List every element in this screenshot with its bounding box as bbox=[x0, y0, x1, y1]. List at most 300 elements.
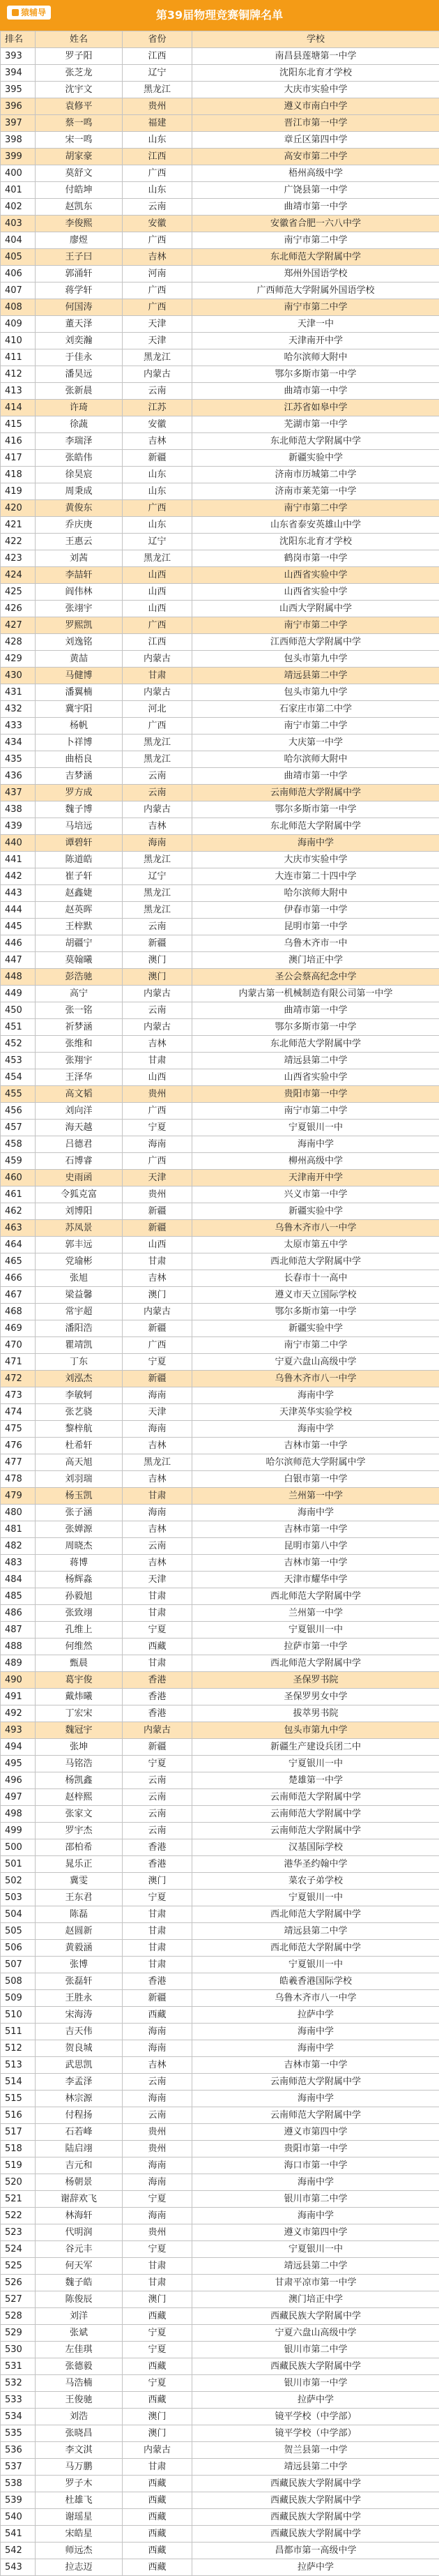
cell-rank: 410 bbox=[1, 333, 36, 349]
cell-name: 谭碧轩 bbox=[36, 835, 123, 852]
cell-school: 圣保罗书院 bbox=[192, 1672, 439, 1689]
cell-rank: 508 bbox=[1, 1973, 36, 1990]
cell-school: 吉林市第一中学 bbox=[192, 2057, 439, 2074]
table-row bbox=[1, 1839, 439, 1856]
cell-province: 新疆 bbox=[123, 935, 192, 952]
cell-school: 南宁市第二中学 bbox=[192, 718, 439, 735]
cell-province: 吉林 bbox=[123, 1270, 192, 1287]
cell-rank: 463 bbox=[1, 1220, 36, 1237]
cell-name: 林海轩 bbox=[36, 2208, 123, 2224]
cell-province: 甘肃 bbox=[123, 1923, 192, 1940]
cell-school: 海南中学 bbox=[192, 1387, 439, 1404]
cell-name: 罗方成 bbox=[36, 785, 123, 801]
cell-rank: 493 bbox=[1, 1722, 36, 1739]
cell-name: 王俊驰 bbox=[36, 2392, 123, 2409]
cell-province: 海南 bbox=[123, 1421, 192, 1438]
cell-province: 黑龙江 bbox=[123, 885, 192, 902]
cell-rank: 486 bbox=[1, 1605, 36, 1622]
cell-name: 彭浩驰 bbox=[36, 969, 123, 986]
cell-province: 宁夏 bbox=[123, 2342, 192, 2358]
cell-province: 宁夏 bbox=[123, 1622, 192, 1639]
cell-rank: 443 bbox=[1, 885, 36, 902]
table-row bbox=[1, 1823, 439, 1839]
table-row bbox=[1, 2224, 439, 2241]
cell-name: 黄喆 bbox=[36, 651, 123, 668]
cell-province: 甘肃 bbox=[123, 1940, 192, 1957]
cell-name: 晁乐正 bbox=[36, 1856, 123, 1873]
cell-rank: 397 bbox=[1, 115, 36, 132]
table-row bbox=[1, 165, 439, 182]
cell-name: 吉元和 bbox=[36, 2157, 123, 2174]
cell-rank: 541 bbox=[1, 2526, 36, 2543]
cell-name: 谷元丰 bbox=[36, 2241, 123, 2258]
cell-name: 陈俊辰 bbox=[36, 2291, 123, 2308]
cell-province: 黑龙江 bbox=[123, 550, 192, 567]
cell-province: 吉林 bbox=[123, 249, 192, 266]
cell-province: 西藏 bbox=[123, 2559, 192, 2576]
cell-rank: 433 bbox=[1, 718, 36, 735]
cell-rank: 445 bbox=[1, 919, 36, 935]
table-row bbox=[1, 2107, 439, 2124]
cell-province: 云南 bbox=[123, 383, 192, 400]
table-row bbox=[1, 115, 439, 132]
cell-school: 大庆市实验中学 bbox=[192, 82, 439, 98]
cell-school: 山东省泰安英雄山中学 bbox=[192, 517, 439, 534]
cell-school: 遵义市第四中学 bbox=[192, 2124, 439, 2141]
table-row bbox=[1, 534, 439, 550]
cell-rank: 449 bbox=[1, 986, 36, 1002]
cell-rank: 479 bbox=[1, 1488, 36, 1505]
cell-school: 靖远县第二中学 bbox=[192, 1923, 439, 1940]
cell-name: 陈道皓 bbox=[36, 852, 123, 868]
cell-rank: 429 bbox=[1, 651, 36, 668]
cell-rank: 488 bbox=[1, 1639, 36, 1655]
table-row bbox=[1, 768, 439, 785]
table-row bbox=[1, 216, 439, 232]
cell-rank: 396 bbox=[1, 98, 36, 115]
cell-rank: 535 bbox=[1, 2425, 36, 2442]
cell-name: 莫舒文 bbox=[36, 165, 123, 182]
cell-province: 甘肃 bbox=[123, 1588, 192, 1605]
table-row bbox=[1, 2124, 439, 2141]
table-row bbox=[1, 1538, 439, 1555]
cell-rank: 511 bbox=[1, 2024, 36, 2040]
cell-province: 河北 bbox=[123, 701, 192, 718]
cell-province: 天津 bbox=[123, 1404, 192, 1421]
cell-school: 西北师范大学附属中学 bbox=[192, 1253, 439, 1270]
cell-rank: 432 bbox=[1, 701, 36, 718]
brand-logo-text: 猿辅导 bbox=[21, 6, 46, 20]
cell-school: 伊春市第一中学 bbox=[192, 902, 439, 919]
cell-rank: 536 bbox=[1, 2442, 36, 2459]
cell-province: 天津 bbox=[123, 316, 192, 333]
cell-school: 昆明市第一中学 bbox=[192, 919, 439, 935]
table-row bbox=[1, 2509, 439, 2526]
cell-province: 安徽 bbox=[123, 416, 192, 433]
cell-school: 广饶县第一中学 bbox=[192, 182, 439, 199]
cell-province: 云南 bbox=[123, 2107, 192, 2124]
cell-province: 云南 bbox=[123, 1806, 192, 1823]
cell-name: 邵柏希 bbox=[36, 1839, 123, 1856]
table-row bbox=[1, 2091, 439, 2107]
cell-school: 楚雄第一中学 bbox=[192, 1772, 439, 1789]
table-row bbox=[1, 651, 439, 668]
table-row bbox=[1, 852, 439, 868]
table-row bbox=[1, 1187, 439, 1203]
cell-rank: 512 bbox=[1, 2040, 36, 2057]
cell-rank: 500 bbox=[1, 1839, 36, 1856]
cell-province: 甘肃 bbox=[123, 2258, 192, 2275]
cell-province: 内蒙古 bbox=[123, 986, 192, 1002]
table-row bbox=[1, 2291, 439, 2308]
cell-school: 宁夏银川一中 bbox=[192, 1957, 439, 1973]
cell-school: 圣公会蔡高纪念中学 bbox=[192, 969, 439, 986]
table-row bbox=[1, 701, 439, 718]
table-row bbox=[1, 1304, 439, 1320]
cell-province: 吉林 bbox=[123, 818, 192, 835]
cell-name: 乔庆庚 bbox=[36, 517, 123, 534]
table-row bbox=[1, 2057, 439, 2074]
table-row bbox=[1, 1555, 439, 1572]
table-row bbox=[1, 349, 439, 366]
cell-name: 付皓坤 bbox=[36, 182, 123, 199]
cell-name: 孙毅旭 bbox=[36, 1588, 123, 1605]
cell-province: 香港 bbox=[123, 1973, 192, 1990]
cell-rank: 402 bbox=[1, 199, 36, 216]
table-row bbox=[1, 1488, 439, 1505]
cell-rank: 528 bbox=[1, 2308, 36, 2325]
cell-school: 西藏民族大学附属中学 bbox=[192, 2509, 439, 2526]
cell-school: 澳门培正中学 bbox=[192, 952, 439, 969]
cell-province: 宁夏 bbox=[123, 1756, 192, 1772]
cell-school: 高安市第二中学 bbox=[192, 149, 439, 165]
cell-name: 张翔宇 bbox=[36, 1053, 123, 1069]
cell-school: 新疆实验中学 bbox=[192, 450, 439, 467]
cell-province: 黑龙江 bbox=[123, 902, 192, 919]
cell-rank: 473 bbox=[1, 1387, 36, 1404]
cell-province: 贵州 bbox=[123, 1086, 192, 1103]
cell-province: 黑龙江 bbox=[123, 349, 192, 366]
cell-province: 内蒙古 bbox=[123, 651, 192, 668]
cell-school: 靖远县第二中学 bbox=[192, 2258, 439, 2275]
cell-school: 山西大学附属中学 bbox=[192, 601, 439, 617]
cell-name: 罗熙凯 bbox=[36, 617, 123, 634]
cell-school: 海南中学 bbox=[192, 1136, 439, 1153]
table-row bbox=[1, 2208, 439, 2224]
cell-rank: 527 bbox=[1, 2291, 36, 2308]
cell-rank: 534 bbox=[1, 2409, 36, 2425]
cell-name: 海天越 bbox=[36, 1120, 123, 1136]
cell-school: 天津英华实验学校 bbox=[192, 1404, 439, 1421]
cell-province: 新疆 bbox=[123, 1320, 192, 1337]
cell-name: 武思凯 bbox=[36, 2057, 123, 2074]
cell-name: 张婵源 bbox=[36, 1521, 123, 1538]
cell-name: 张家文 bbox=[36, 1806, 123, 1823]
table-row bbox=[1, 1404, 439, 1421]
cell-province: 福建 bbox=[123, 115, 192, 132]
cell-province: 云南 bbox=[123, 2074, 192, 2091]
table-row bbox=[1, 1973, 439, 1990]
cell-name: 徐昊宸 bbox=[36, 467, 123, 483]
cell-name: 马万鹏 bbox=[36, 2459, 123, 2476]
cell-school: 菜农子弟学校 bbox=[192, 1873, 439, 1890]
cell-school: 济南市莱芜第一中学 bbox=[192, 483, 439, 500]
cell-name: 何天军 bbox=[36, 2258, 123, 2275]
cell-school: 天津南开中学 bbox=[192, 1170, 439, 1187]
cell-school: 南宁市第二中学 bbox=[192, 1337, 439, 1354]
cell-province: 吉林 bbox=[123, 1438, 192, 1454]
cell-name: 马浩楠 bbox=[36, 2375, 123, 2392]
table-row bbox=[1, 82, 439, 98]
cell-school: 海南中学 bbox=[192, 2040, 439, 2057]
cell-school: 东北师范大学附属中学 bbox=[192, 818, 439, 835]
cell-school: 章丘区第四中学 bbox=[192, 132, 439, 149]
cell-school: 南昌县莲塘第一中学 bbox=[192, 48, 439, 65]
cell-name: 刘泓杰 bbox=[36, 1371, 123, 1387]
cell-name: 胡疆宁 bbox=[36, 935, 123, 952]
cell-school: 南宁市第二中学 bbox=[192, 299, 439, 316]
cell-school: 哈尔滨师大附中 bbox=[192, 885, 439, 902]
cell-name: 马铭浩 bbox=[36, 1756, 123, 1772]
table-row bbox=[1, 483, 439, 500]
cell-name: 杨朝景 bbox=[36, 2174, 123, 2191]
cell-school: 昆明市第八中学 bbox=[192, 1538, 439, 1555]
cell-rank: 537 bbox=[1, 2459, 36, 2476]
cell-school: 云南师范大学附属中学 bbox=[192, 1823, 439, 1839]
cell-rank: 465 bbox=[1, 1253, 36, 1270]
table-row bbox=[1, 1655, 439, 1672]
cell-school: 安徽省合肥一六八中学 bbox=[192, 216, 439, 232]
cell-rank: 468 bbox=[1, 1304, 36, 1320]
cell-school: 乌鲁木齐市八一中学 bbox=[192, 1990, 439, 2007]
cell-rank: 539 bbox=[1, 2492, 36, 2509]
cell-rank: 434 bbox=[1, 735, 36, 751]
cell-school: 乌鲁木齐市八一中学 bbox=[192, 1371, 439, 1387]
cell-rank: 446 bbox=[1, 935, 36, 952]
cell-name: 周秉成 bbox=[36, 483, 123, 500]
table-row bbox=[1, 283, 439, 299]
cell-province: 内蒙古 bbox=[123, 1304, 192, 1320]
cell-province: 甘肃 bbox=[123, 2459, 192, 2476]
table-row bbox=[1, 1371, 439, 1387]
table-row bbox=[1, 266, 439, 283]
cell-rank: 492 bbox=[1, 1705, 36, 1722]
table-row bbox=[1, 952, 439, 969]
cell-rank: 532 bbox=[1, 2375, 36, 2392]
cell-rank: 476 bbox=[1, 1438, 36, 1454]
cell-province: 西藏 bbox=[123, 2492, 192, 2509]
cell-name: 沈宇文 bbox=[36, 82, 123, 98]
cell-rank: 411 bbox=[1, 349, 36, 366]
table-row bbox=[1, 517, 439, 534]
cell-province: 西藏 bbox=[123, 2526, 192, 2543]
cell-province: 广西 bbox=[123, 1103, 192, 1120]
cell-rank: 531 bbox=[1, 2358, 36, 2375]
cell-name: 张斌 bbox=[36, 2325, 123, 2342]
cell-province: 内蒙古 bbox=[123, 684, 192, 701]
table-row bbox=[1, 1053, 439, 1069]
cell-school: 新疆实验中学 bbox=[192, 1203, 439, 1220]
table-row bbox=[1, 986, 439, 1002]
table-row bbox=[1, 1957, 439, 1973]
cell-province: 广西 bbox=[123, 283, 192, 299]
page-title: 第39届物理竞赛铜牌名单 bbox=[0, 0, 439, 31]
cell-name: 张致翊 bbox=[36, 1605, 123, 1622]
cell-school: 天津一中 bbox=[192, 316, 439, 333]
table-row bbox=[1, 868, 439, 885]
table-row bbox=[1, 149, 439, 165]
cell-name: 袁修平 bbox=[36, 98, 123, 115]
cell-province: 天津 bbox=[123, 1572, 192, 1588]
cell-name: 苏凤景 bbox=[36, 1220, 123, 1237]
cell-name: 李敏轲 bbox=[36, 1387, 123, 1404]
cell-province: 海南 bbox=[123, 1136, 192, 1153]
table-row bbox=[1, 584, 439, 601]
cell-school: 郑州外国语学校 bbox=[192, 266, 439, 283]
cell-province: 山东 bbox=[123, 517, 192, 534]
cell-rank: 491 bbox=[1, 1689, 36, 1705]
cell-school: 宁夏银川一中 bbox=[192, 1120, 439, 1136]
cell-province: 辽宁 bbox=[123, 868, 192, 885]
cell-rank: 426 bbox=[1, 601, 36, 617]
table-row bbox=[1, 1923, 439, 1940]
cell-rank: 436 bbox=[1, 768, 36, 785]
cell-rank: 424 bbox=[1, 567, 36, 584]
cell-name: 冀宇阳 bbox=[36, 701, 123, 718]
table-row bbox=[1, 1806, 439, 1823]
cell-rank: 510 bbox=[1, 2007, 36, 2024]
cell-rank: 472 bbox=[1, 1371, 36, 1387]
cell-school: 贵阳市第一中学 bbox=[192, 1086, 439, 1103]
cell-school: 哈尔滨师范大学附属中学 bbox=[192, 1454, 439, 1471]
cell-school: 拉萨中学 bbox=[192, 2559, 439, 2576]
cell-province: 云南 bbox=[123, 199, 192, 216]
cell-school: 贵阳市第一中学 bbox=[192, 2141, 439, 2157]
cell-name: 赵梓熙 bbox=[36, 1789, 123, 1806]
cell-school: 济南市历城第二中学 bbox=[192, 467, 439, 483]
cell-province: 贵州 bbox=[123, 2224, 192, 2241]
cell-name: 丁东 bbox=[36, 1354, 123, 1371]
table-row bbox=[1, 2325, 439, 2342]
cell-rank: 538 bbox=[1, 2476, 36, 2492]
cell-name: 师远杰 bbox=[36, 2543, 123, 2559]
cell-name: 李瑞泽 bbox=[36, 433, 123, 450]
cell-school: 海南中学 bbox=[192, 2024, 439, 2040]
table-row bbox=[1, 2141, 439, 2157]
cell-name: 代明润 bbox=[36, 2224, 123, 2241]
cell-name: 冀雯 bbox=[36, 1873, 123, 1890]
cell-name: 林宗源 bbox=[36, 2091, 123, 2107]
cell-school: 遵义市第四中学 bbox=[192, 2224, 439, 2241]
cell-school: 吉林市第一中学 bbox=[192, 1438, 439, 1454]
cell-province: 江西 bbox=[123, 634, 192, 651]
cell-name: 黄俊东 bbox=[36, 500, 123, 517]
cell-rank: 437 bbox=[1, 785, 36, 801]
cell-school: 南宁市第二中学 bbox=[192, 1103, 439, 1120]
cell-rank: 456 bbox=[1, 1103, 36, 1120]
cell-rank: 398 bbox=[1, 132, 36, 149]
cell-rank: 407 bbox=[1, 283, 36, 299]
table-row bbox=[1, 2392, 439, 2409]
table-row bbox=[1, 668, 439, 684]
cell-province: 河南 bbox=[123, 266, 192, 283]
table-row bbox=[1, 684, 439, 701]
cell-province: 内蒙古 bbox=[123, 2442, 192, 2459]
cell-school: 大庆第一中学 bbox=[192, 735, 439, 751]
cell-province: 海南 bbox=[123, 1505, 192, 1521]
cell-rank: 542 bbox=[1, 2543, 36, 2559]
cell-province: 香港 bbox=[123, 1856, 192, 1873]
cell-rank: 469 bbox=[1, 1320, 36, 1337]
cell-school: 鄂尔多斯市第一中学 bbox=[192, 801, 439, 818]
cell-school: 芜湖市第一中学 bbox=[192, 416, 439, 433]
table-row bbox=[1, 2191, 439, 2208]
cell-province: 广西 bbox=[123, 1337, 192, 1354]
cell-school: 银川市第一中学 bbox=[192, 2375, 439, 2392]
cell-rank: 451 bbox=[1, 1019, 36, 1036]
cell-name: 许琦 bbox=[36, 400, 123, 416]
cell-school: 西藏民族大学附属中学 bbox=[192, 2476, 439, 2492]
table-row bbox=[1, 1421, 439, 1438]
cell-province: 贵州 bbox=[123, 98, 192, 115]
cell-rank: 444 bbox=[1, 902, 36, 919]
cell-province: 澳门 bbox=[123, 1873, 192, 1890]
table-row bbox=[1, 2375, 439, 2392]
table-row bbox=[1, 316, 439, 333]
cell-name: 付程扬 bbox=[36, 2107, 123, 2124]
table-row bbox=[1, 2459, 439, 2476]
cell-rank: 519 bbox=[1, 2157, 36, 2174]
cell-rank: 474 bbox=[1, 1404, 36, 1421]
table-row bbox=[1, 2040, 439, 2057]
cell-rank: 419 bbox=[1, 483, 36, 500]
cell-rank: 522 bbox=[1, 2208, 36, 2224]
cell-name: 曲梧良 bbox=[36, 751, 123, 768]
cell-name: 刘羽瑞 bbox=[36, 1471, 123, 1488]
cell-name: 刘逸铭 bbox=[36, 634, 123, 651]
table-row bbox=[1, 1940, 439, 1957]
cell-name: 王惠云 bbox=[36, 534, 123, 550]
cell-name: 张坤 bbox=[36, 1739, 123, 1756]
cell-rank: 455 bbox=[1, 1086, 36, 1103]
cell-rank: 423 bbox=[1, 550, 36, 567]
cell-province: 甘肃 bbox=[123, 1053, 192, 1069]
cell-rank: 405 bbox=[1, 249, 36, 266]
cell-school: 西藏民族大学附属中学 bbox=[192, 2526, 439, 2543]
cell-school: 鄂尔多斯市第一中学 bbox=[192, 366, 439, 383]
cell-province: 澳门 bbox=[123, 2425, 192, 2442]
cell-province: 内蒙古 bbox=[123, 801, 192, 818]
cell-rank: 450 bbox=[1, 1002, 36, 1019]
cell-name: 何国涛 bbox=[36, 299, 123, 316]
cell-province: 广西 bbox=[123, 718, 192, 735]
cell-name: 王东君 bbox=[36, 1890, 123, 1906]
cell-name: 廖煜 bbox=[36, 232, 123, 249]
cell-name: 刘茜 bbox=[36, 550, 123, 567]
cell-school: 云南师范大学附属中学 bbox=[192, 785, 439, 801]
cell-name: 吕德君 bbox=[36, 1136, 123, 1153]
table-row bbox=[1, 2342, 439, 2358]
cell-school: 乌鲁木齐市一中 bbox=[192, 935, 439, 952]
cell-rank: 462 bbox=[1, 1203, 36, 1220]
cell-school: 山西省实验中学 bbox=[192, 584, 439, 601]
cell-rank: 478 bbox=[1, 1471, 36, 1488]
cell-name: 张新晨 bbox=[36, 383, 123, 400]
table-row bbox=[1, 1253, 439, 1270]
cell-name: 罗子阳 bbox=[36, 48, 123, 65]
table-row bbox=[1, 1605, 439, 1622]
cell-name: 张芝龙 bbox=[36, 65, 123, 82]
